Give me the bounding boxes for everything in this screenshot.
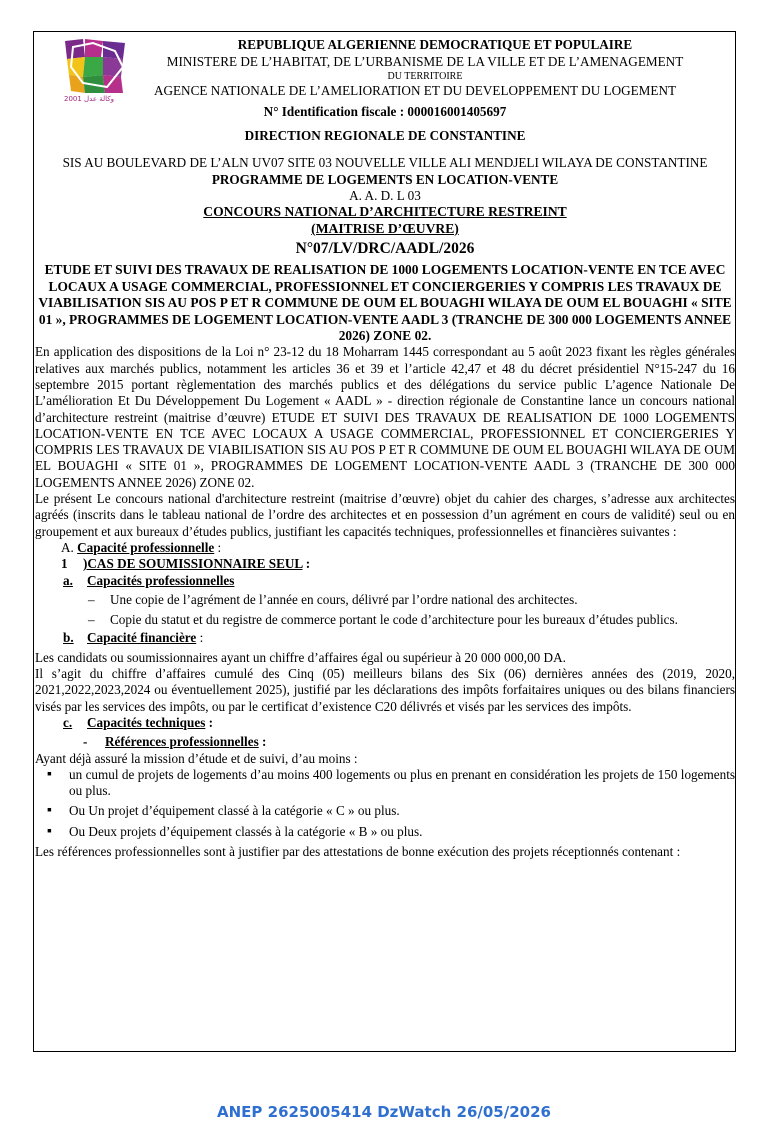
list-item: – Copie du statut et du registre de commerce portant le code d’architecture pour les bureaux d’études publics. [110,612,735,628]
refs-heading [35,734,735,750]
republic-title: REPUBLIQUE ALGERIENNE DEMOCRATIQUE ET POPULAIRE [237,37,633,52]
ministry-line-2: DU TERRITOIRE [387,70,463,82]
fin-paragraph-1: Les candidats ou soumissionnaires ayant un chiffre d’affaires égal ou supérieur à 20 000 000,00 DA. [35,649,566,665]
present-paragraph: Le présent Le concours national d'architecture restreint (maitrise d’œuvre) objet du cahier des charges, s’adresse aux architectes agréés (inscrits dans le tableau national de l’ordre des architectes et en possession d’un agrément en cours de validité) seul ou en groupement et aux bureaux d’études publics, justifiant les capacités techniques, professionnelles et financières suivantes : [35,491,735,539]
sub-b-colon: : [196,630,204,646]
sub-b-heading [35,630,735,646]
sub-c-letter: c. [63,714,73,730]
section-a-label: Capacité professionnelle [77,539,215,555]
prof-list [35,592,735,629]
refs-dash: - [83,734,88,750]
fiscal-id: N° Identification fiscale : 000016001405697 [263,103,507,119]
refs-list [35,767,735,840]
logo-caption: وكالة عدل 2001 [64,95,114,103]
address: SIS AU BOULEVARD DE L’ALN UV07 SITE 03 NOUVELLE VILLE ALI MENDJELI WILAYA DE CONSTANTINE [62,155,708,171]
sub-a-heading [35,573,735,589]
refs-intro: Ayant déjà assuré la mission d’étude et de suivi, d’au moins : [35,750,358,766]
list-item: ▪ un cumul de projets de logements d’au moins 400 logements ou plus en prenant en considération les projets de 150 logements ou plus. [69,767,735,800]
section-a [35,540,735,556]
case-colon: : [302,556,311,572]
sub-a-label: Capacités professionnelles [87,572,235,588]
sub-c-heading [35,715,735,731]
contest-subtitle: (MAITRISE D’ŒUVRE) [311,220,459,236]
section-a-letter: A. [61,539,74,555]
sub-a-letter: a. [63,572,73,588]
refs-colon: : [258,734,267,750]
sub-b-label: Capacité financière [87,630,197,646]
sub-c-label: Capacités techniques [87,714,206,730]
refs-label: Références professionnelles [105,734,259,750]
case-label: )CAS DE SOUMISSIONNAIRE SEUL [83,556,303,572]
direction-title: DIRECTION REGIONALE DE CONSTANTINE [244,128,526,144]
list-item: – Une copie de l’agrément de l’année en cours, délivré par l’ordre national des architectes. [110,592,735,608]
publication-footer: ANEP 2625005414 DzWatch 26/05/2026 [217,1103,551,1121]
ministry-line-1: MINISTERE DE L’HABITAT, DE L’URBANISME DE LA VILLE ET DE L’AMENAGEMENT [166,54,684,70]
fin-paragraph-2: Il s’agit du chiffre d’affaires cumulé des Cinq (05) meilleurs bilans des Six (06) dernières années des (2019, 2020, 2021,2022,2023,2024 ou éventuellement 2025), justifié par les déclarations des impôts forfaitaires uniques ou des bilans financiers visés par les services des impôts, ou par le certificat d’existence C20 délivrés et visés par les services des impôts. [35,666,735,714]
aadl-code: A. A. D. L 03 [349,188,421,204]
sub-b-letter: b. [63,630,74,646]
subject-title: ETUDE ET SUIVI DES TRAVAUX DE REALISATION DE 1000 LOGEMENTS LOCATION-VENTE EN TCE AVEC LOCAUX A USAGE COMMERCIAL, PROFESSIONNEL ET CONCIERGERIES Y COMPRIS LES TRAVAUX DE VIABILISATION SIS AU POS P ET R COMMUNE DE OUM EL BOUAGHI WILAYA DE OUM EL BOUAGHI « SITE 01 », PROGRAMMES DE LOGEMENT LOCATION-VENTE AADL 3 (TRANCHE DE 300 000 LOGEMENTS ANNEE 2026) ZONE 02. [38,262,732,343]
case-number: 1 [61,556,68,572]
program-title: PROGRAMME DE LOGEMENTS EN LOCATION-VENTE [211,171,559,187]
section-a-colon: : [214,539,222,555]
intro-paragraph: En application des dispositions de la Loi n° 23-12 du 18 Moharram 1445 correspondant au 5 août 2023 fixant les règles générales relatives aux marchés publics, notamment les articles 36 et 39 et l’article 42,47 et 48 du décret présidentiel N°15-247 du 16 septembre 2015 portant règlementation des marchés publics et des délégations du service public L’agence Nationale De L’amélioration Et Du Développement Du Logement « AADL » - direction régionale de Constantine lance un concours national d’architecture restreint (maitrise d’œuvre) ETUDE ET SUIVI DES TRAVAUX DE REALISATION DE 1000 LOGEMENTS LOCATION-VENTE EN TCE AVEC LOCAUX A USAGE COMMERCIAL, PROFESSIONNEL ET CONCIERGERIES Y COMPRIS LES TRAVAUX DE VIABILISATION SIS AU POS P ET R COMMUNE DE OUM EL BOUAGHI WILAYA DE OUM EL BOUAGHI « SITE 01 », PROGRAMMES DE LOGEMENT LOCATION-VENTE AADL 3 (TRANCHE DE 300 000 LOGEMENTS ANNEE 2026) ZONE 02. [35,344,735,490]
refs-closing: Les références professionnelles sont à justifier par des attestations de bonne exécution des projets réceptionnés contenant : [35,844,681,860]
list-item: ▪ Ou Un projet d’équipement classé à la catégorie « C » ou plus. [69,803,735,819]
document-body [35,37,735,860]
case-heading [35,556,735,572]
contest-title: CONCOURS NATIONAL D’ARCHITECTURE RESTREINT [203,204,567,220]
sub-c-colon: : [205,714,214,730]
contest-number: N°07/LV/DRC/AADL/2026 [295,240,475,258]
list-item: ▪ Ou Deux projets d’équipement classés à la catégorie « B » ou plus. [69,824,735,840]
agency-name: AGENCE NATIONALE DE L’AMELIORATION ET DU DEVELOPPEMENT DU LOGEMENT [153,82,677,98]
